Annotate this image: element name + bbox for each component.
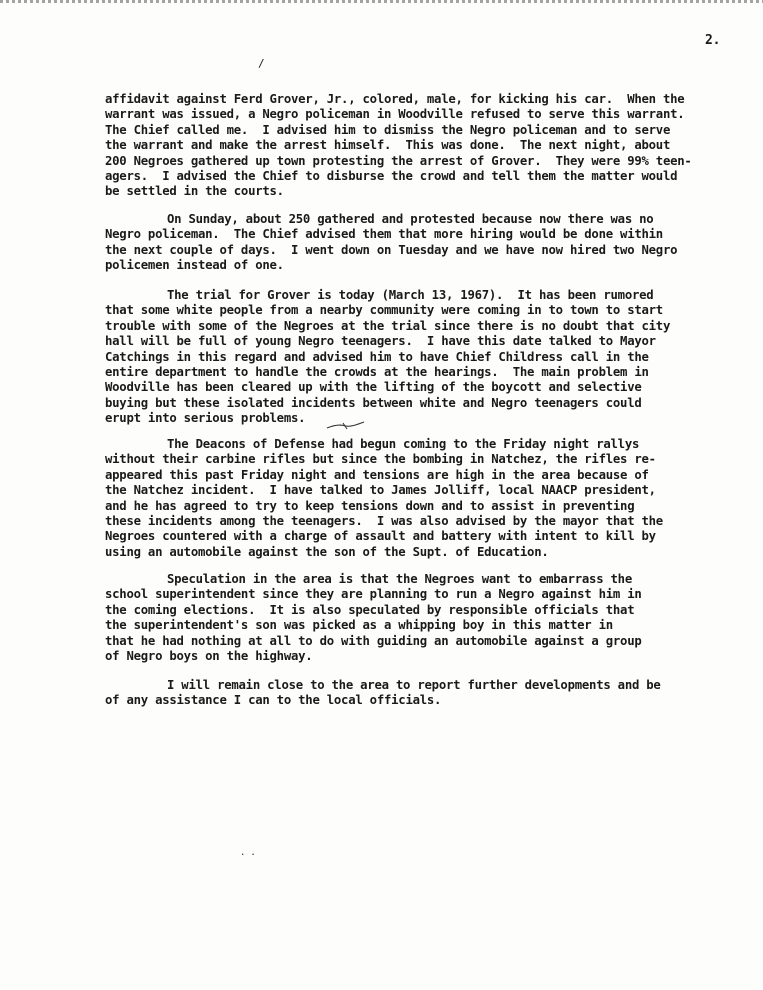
stray-dots-mark: . . xyxy=(240,848,256,858)
paragraph-line: Catchings in this regard and advised him to have Chief Childress call in the xyxy=(105,349,649,364)
paragraph-line: without their carbine rifles but since the bombing in Natchez, the rifles re- xyxy=(105,452,656,467)
paragraph-line: of Negro boys on the highway. xyxy=(105,648,313,663)
paragraph-line: policemen instead of one. xyxy=(105,258,284,273)
stray-pen-mark: / xyxy=(258,57,265,70)
paragraph-line: of any assistance I can to the local officials. xyxy=(105,693,442,708)
paragraph-line: appeared this past Friday night and tensions are high in the area because of xyxy=(105,467,649,482)
paragraph-line: agers. I advised the Chief to disburse the crowd and tell them the matter would xyxy=(105,168,678,183)
paragraph-line: the coming elections. It is also speculated by responsible officials that xyxy=(105,602,635,617)
paragraph-line: that some white people from a nearby community were coming in to town to start xyxy=(105,303,663,318)
paragraph-line: trouble with some of the Negroes at the trial since there is no doubt that city xyxy=(105,318,671,333)
paragraph-line: be settled in the courts. xyxy=(105,184,284,199)
page-number: 2. xyxy=(705,33,721,48)
paragraph-3 xyxy=(105,288,670,427)
paragraph-line: hall will be full of young Negro teenagers. I have this date talked to Mayor xyxy=(105,334,656,349)
paragraph-line: On Sunday, about 250 gathered and protested because now there was no xyxy=(167,212,654,226)
paragraph-6 xyxy=(105,678,661,709)
paragraph-line: entire department to handle the crowds at the hearings. The main problem in xyxy=(105,364,649,379)
paragraph-5 xyxy=(105,572,642,664)
handwritten-squiggle-mark xyxy=(326,418,366,432)
paragraph-line: I will remain close to the area to report further developments and be xyxy=(167,678,661,692)
paragraph-line: Negroes countered with a charge of assault and battery with intent to kill by xyxy=(105,529,656,544)
paragraph-line: affidavit against Ferd Grover, Jr., colored, male, for kicking his car. When the xyxy=(105,92,685,106)
paragraph-4 xyxy=(105,437,663,560)
paragraph-line: these incidents among the teenagers. I was also advised by the mayor that the xyxy=(105,513,663,528)
paragraph-line: 200 Negroes gathered up town protesting the arrest of Grover. They were 99% teen- xyxy=(105,153,692,168)
paragraph-line: The Deacons of Defense had begun coming to the Friday night rallys xyxy=(167,437,640,451)
scan-edge-border xyxy=(0,0,763,3)
paragraph-line: the Natchez incident. I have talked to James Jolliff, local NAACP president, xyxy=(105,483,656,498)
paragraph-line: using an automobile against the son of the Supt. of Education. xyxy=(105,544,549,559)
paragraph-line: and he has agreed to try to keep tensions down and to assist in preventing xyxy=(105,498,635,513)
paragraph-line: Speculation in the area is that the Negroes want to embarrass the xyxy=(167,572,632,586)
paragraph-line: school superintendent since they are planning to run a Negro against him in xyxy=(105,587,642,602)
paragraph-1 xyxy=(105,92,692,200)
paragraph-line: buying but these isolated incidents between white and Negro teenagers could xyxy=(105,395,642,410)
paragraph-line: The trial for Grover is today (March 13, 1967). It has been rumored xyxy=(167,288,654,302)
paragraph-line: the superintendent's son was picked as a whipping boy in this matter in xyxy=(105,618,613,633)
paragraph-line: that he had nothing at all to do with guiding an automobile against a group xyxy=(105,633,642,648)
paragraph-line: warrant was issued, a Negro policeman in Woodville refused to serve this warrant. xyxy=(105,107,685,122)
paragraph-line: Negro policeman. The Chief advised them that more hiring would be done within xyxy=(105,227,663,242)
paragraph-line: Woodville has been cleared up with the lifting of the boycott and selective xyxy=(105,380,642,395)
paragraph-line: the next couple of days. I went down on Tuesday and we have now hired two Negro xyxy=(105,242,678,257)
paragraph-2 xyxy=(105,212,677,274)
paragraph-line: The Chief called me. I advised him to dismiss the Negro policeman and to serve xyxy=(105,122,671,137)
paragraph-line: the warrant and make the arrest himself. This was done. The next night, about xyxy=(105,138,671,153)
paragraph-line: erupt into serious problems. xyxy=(105,411,306,426)
